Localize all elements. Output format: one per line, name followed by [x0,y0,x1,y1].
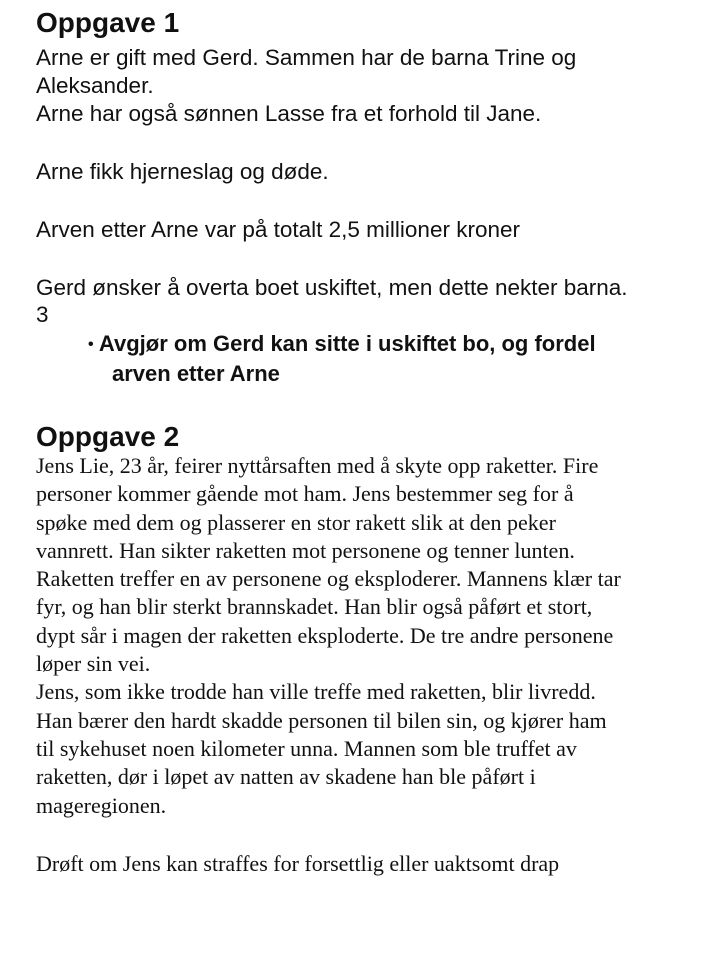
task1-bullet-line-1: Avgjør om Gerd kan sitte i uskiftet bo, og fordel [98,331,596,356]
task2-line-3: spøke med dem og plasserer en stor rakett slik at den peker [36,509,556,535]
task2-line-1: Jens Lie, 23 år, feirer nyttårsaften med å skyte opp raketter. Fire [36,453,599,478]
task1-line-4: Arne fikk hjerneslag og døde. [36,159,329,184]
task2-line-8: løper sin vei. [36,651,151,677]
task2-line-10: Han bærer den hardt skadde personen til bilen sin, og kjører ham [36,707,607,733]
task2-line-9: Jens, som ikke trodde han ville treffe med raketten, blir livredd. [36,679,596,705]
task1-bullet-line-2: arven etter Arne [112,361,280,386]
task2-line-13: mageregionen. [36,792,167,818]
task2-body [36,452,621,820]
task2-line-11: til sykehuset noen kilometer unna. Mannen som ble truffet av [36,735,577,761]
task1-line-5: Arven etter Arne var på totalt 2,5 millioner kroner [36,217,520,242]
task1-line-6: Gerd ønsker å overta boet uskiftet, men dette nekter barna. [36,275,628,300]
task1-heading: Oppgave 1 [36,7,180,38]
task2-line-7: dypt sår i magen der raketten eksploderte. De tre andre personene [36,622,614,648]
task1-line-2: Aleksander. [36,73,154,98]
task2-heading: Oppgave 2 [36,421,180,452]
task2-line-2: personer kommer gående mot ham. Jens bestemmer seg for å [36,481,574,507]
bullet-dot-icon: • [88,336,94,353]
task2-question: Drøft om Jens kan straffes for forsettlig eller uaktsomt drap [36,851,560,876]
task1-bullet-item [88,330,596,359]
task1-line-3: Arne har også sønnen Lasse fra et forhold til Jane. [36,101,542,126]
task2-line-6: fyr, og han blir sterkt brannskadet. Han blir også påført et stort, [36,594,593,620]
task1-line-7: 3 [36,302,49,327]
task1-line-1: Arne er gift med Gerd. Sammen har de barna Trine og [36,45,577,70]
task2-line-4: vannrett. Han sikter raketten mot personene og tenner lunten. [36,537,575,563]
task2-line-12: raketten, dør i løpet av natten av skadene han ble påført i [36,764,536,790]
task2-line-5: Raketten treffer en av personene og eksploderer. Mannens klær tar [36,566,621,592]
